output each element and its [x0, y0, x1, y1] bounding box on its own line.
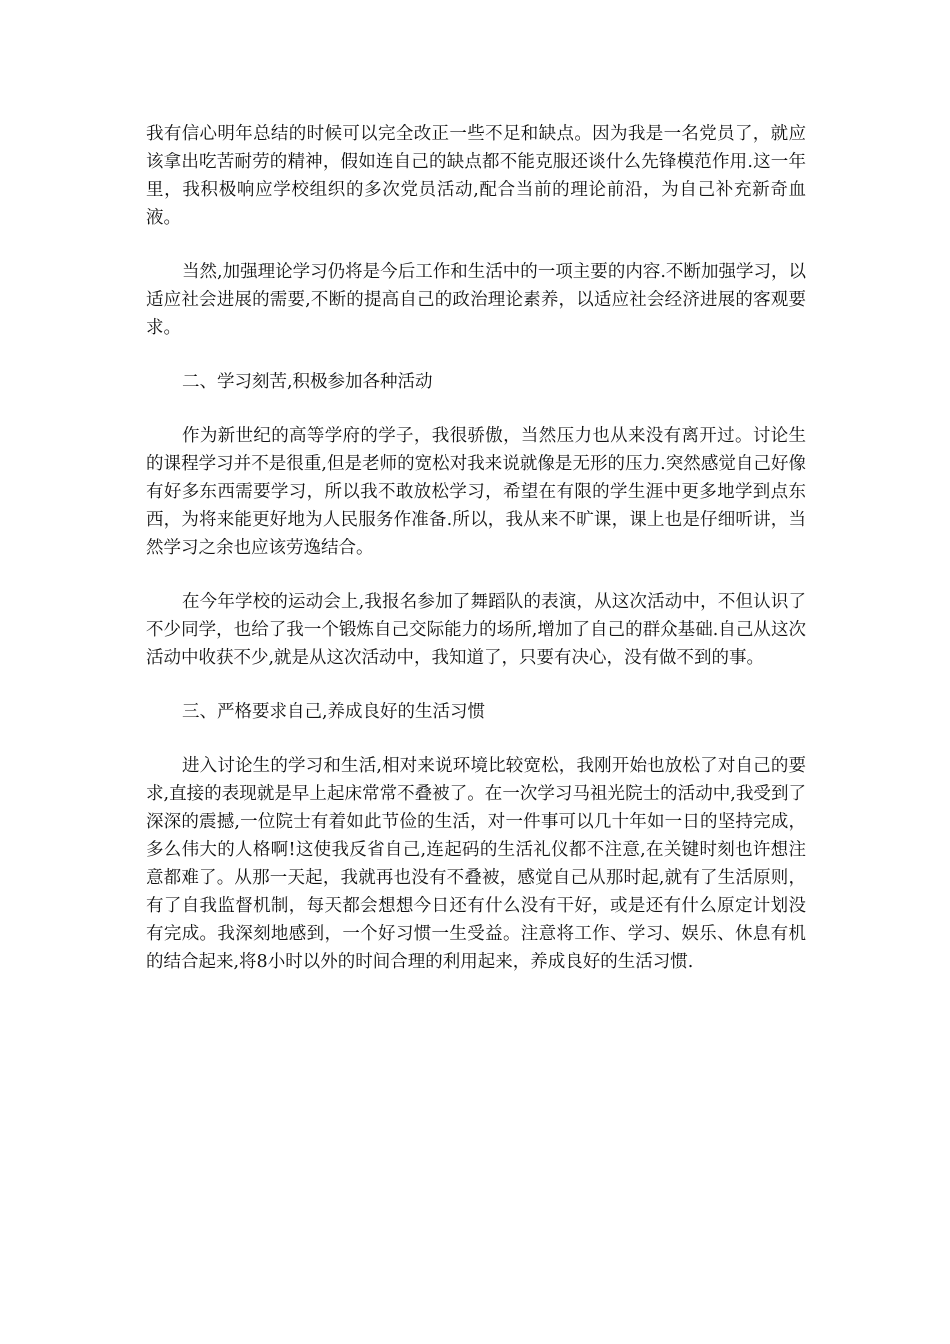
paragraph-study-pressure: 作为新世纪的高等学府的学子，我很骄傲，当然压力也从来没有离开过。讨论生的课程学习并不是很重,但是老师的宽松对我来说就像是无形的压力.突然感觉自己好像有好多东西需要学习，所以我不敢放松学习，希望在有限的学生涯中更多地学到点东西，为将来能更好地为人民服务作准备.所以，我从来不旷课，课上也是仔细听讲，当然学习之余也应该劳逸结合。 — [146, 426, 806, 558]
paragraph-sports-meet: 在今年学校的运动会上,我报名参加了舞蹈队的表演，从这次活动中，不但认识了不少同学，也给了我一个锻炼自己交际能力的场所,增加了自己的群众基础.自己从这次活动中收获不少,就是从这次活动中，我知道了，只要有决心，没有做不到的事。 — [146, 592, 806, 668]
document-body — [146, 120, 806, 1002]
paragraph-continuation: 我有信心明年总结的时候可以完全改正一些不足和缺点。因为我是一名党员了，就应该拿出吃苦耐劳的精神，假如连自己的缺点都不能克服还谈什么先锋模范作用.这一年里，我积极响应学校组织的多次党员活动,配合当前的理论前沿，为自己补充新奇血液。 — [146, 124, 806, 228]
section-heading-2: 二、学习刻苦,积极参加各种活动 — [182, 372, 433, 392]
paragraph-theory-study: 当然,加强理论学习仍将是今后工作和生活中的一项主要的内容.不断加强学习，以适应社会进展的需要,不断的提高自己的政治理论素养，以适应社会经济进展的客观要求。 — [146, 262, 806, 338]
section-heading-3: 三、严格要求自己,养成良好的生活习惯 — [182, 702, 486, 722]
paragraph-life-habits: 进入讨论生的学习和生活,相对来说环境比较宽松，我刚开始也放松了对自己的要求,直接的表现就是早上起床常常不叠被了。在一次学习马祖光院士的活动中,我受到了深深的震撼,一位院士有着如此节俭的生活，对一件事可以几十年如一日的坚持完成，多么伟大的人格啊!这使我反省自己,连起码的生活礼仪都不注意,在关键时刻也许想注意都难了。从那一天起，我就再也没有不叠被，感觉自己从那时起,就有了生活原则，有了自我监督机制，每天都会想想今日还有什么没有干好，或是还有什么原定计划没有完成。我深刻地感到，一个好习惯一生受益。注意将工作、学习、娱乐、休息有机的结合起来,将8小时以外的时间合理的利用起来，养成良好的生活习惯. — [146, 756, 806, 972]
